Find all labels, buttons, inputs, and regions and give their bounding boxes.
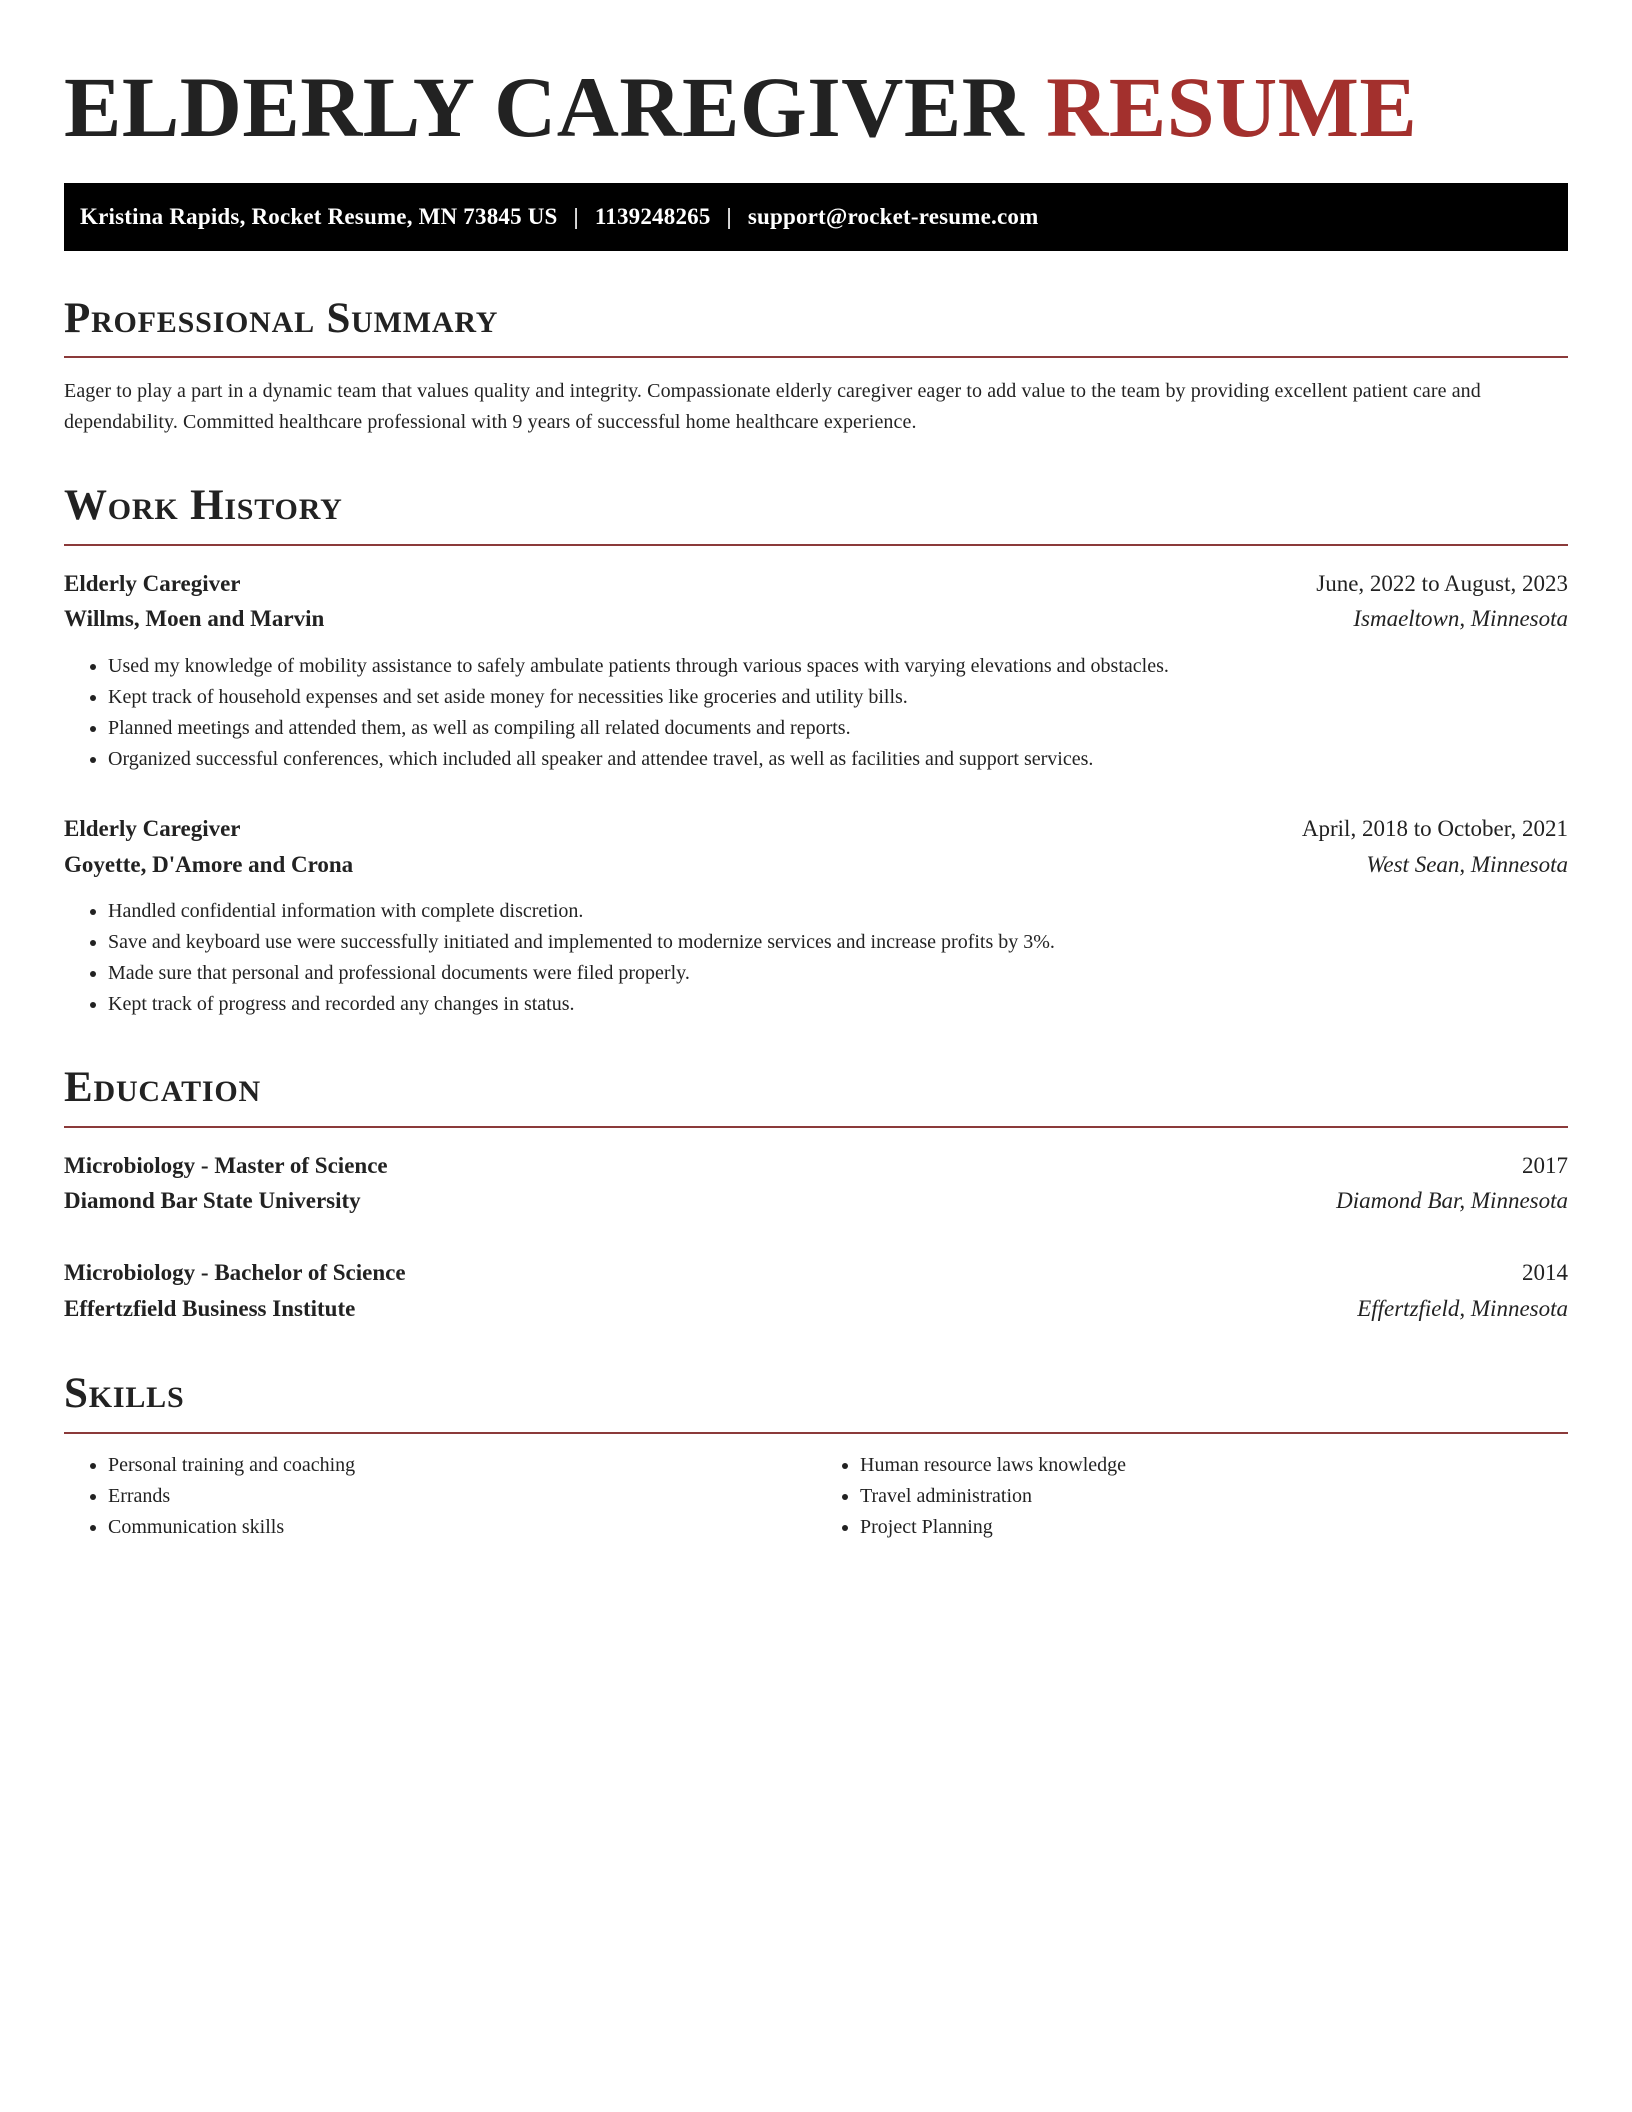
- skills-column-left: [64, 1450, 816, 1543]
- education-entry: [64, 1255, 1568, 1326]
- education-location: Diamond Bar, Minnesota: [1336, 1188, 1568, 1214]
- education-entry: [64, 1148, 1568, 1219]
- job-title-row: [64, 811, 1568, 847]
- job-bullets: [64, 651, 1568, 775]
- contact-phone: 1139248265: [594, 204, 711, 230]
- education-degree: Microbiology - Master of Science: [64, 1152, 388, 1178]
- education-degree: Microbiology - Bachelor of Science: [64, 1259, 406, 1285]
- resume-title: [64, 56, 1568, 159]
- skills-list: [64, 1450, 1568, 1543]
- summary-text: Eager to play a part in a dynamic team that values quality and integrity. Compassionate elderly caregiver eager to add value to the team by providing excellent patient care and dependability. Committed healthcare professional with 9 years of successful home healthcare experience.: [64, 380, 1481, 434]
- job-location: Ismaeltown, Minnesota: [1353, 606, 1568, 632]
- job-entry: [64, 811, 1568, 1020]
- skill-item: • Human resource laws knowledge: [860, 1450, 1568, 1481]
- job-title-row: [64, 566, 1568, 602]
- skill-item: • Personal training and coaching: [108, 1450, 816, 1481]
- job-dates: April, 2018 to October, 2021: [1301, 816, 1568, 842]
- title-accent: RESUME: [1046, 59, 1418, 155]
- job-bullet: • Planned meetings and attended them, as well as compiling all related documents and reports.: [108, 713, 1568, 744]
- education-school: Effertzfield Business Institute: [64, 1295, 356, 1321]
- contact-address: Kristina Rapids, Rocket Resume, MN 73845 US: [80, 204, 558, 230]
- job-bullet: • Kept track of household expenses and set aside money for necessities like groceries and utility bills.: [108, 682, 1568, 713]
- job-dates: June, 2022 to August, 2023: [1316, 570, 1568, 596]
- summary-heading: Professional Summary: [64, 295, 1568, 358]
- job-bullet: • Kept track of progress and recorded any changes in status.: [108, 989, 1568, 1020]
- job-title: Elderly Caregiver: [64, 816, 241, 842]
- skill-item: • Communication skills: [108, 1512, 816, 1543]
- job-company: Goyette, D'Amore and Crona: [64, 851, 354, 877]
- skills-heading: Skills: [64, 1370, 1568, 1433]
- education-location: Effertzfield, Minnesota: [1357, 1295, 1568, 1321]
- contact-bar: [64, 183, 1568, 251]
- skills-column-right: [816, 1450, 1568, 1543]
- job-title: Elderly Caregiver: [64, 570, 241, 596]
- job-entry: [64, 566, 1568, 775]
- contact-separator: |: [573, 204, 579, 230]
- education-year: 2014: [1522, 1259, 1568, 1285]
- skill-item: • Errands: [108, 1481, 816, 1512]
- job-bullet: • Made sure that personal and professional documents were filed properly.: [108, 958, 1568, 989]
- education-degree-row: [64, 1255, 1568, 1291]
- job-bullets: [64, 896, 1568, 1020]
- contact-email: support@rocket-resume.com: [747, 204, 1039, 230]
- job-location: West Sean, Minnesota: [1366, 851, 1568, 877]
- work-history-heading: Work History: [64, 482, 1568, 545]
- contact-separator: |: [726, 204, 732, 230]
- education-year: 2017: [1522, 1152, 1568, 1178]
- education-school-row: [64, 1183, 1568, 1219]
- job-bullet: • Handled confidential information with complete discretion.: [108, 896, 1568, 927]
- job-company-row: [64, 847, 1568, 883]
- education-school-row: [64, 1291, 1568, 1327]
- job-company-row: [64, 601, 1568, 637]
- job-bullet: • Organized successful conferences, which included all speaker and attendee travel, as well as facilities and support services.: [108, 744, 1568, 775]
- title-main: ELDERLY CAREGIVER: [64, 59, 1025, 155]
- skill-item: • Travel administration: [860, 1481, 1568, 1512]
- job-company: Willms, Moen and Marvin: [64, 606, 325, 632]
- job-bullet: • Save and keyboard use were successfully initiated and implemented to modernize services and increase profits by 3%.: [108, 927, 1568, 958]
- education-school: Diamond Bar State University: [64, 1188, 361, 1214]
- job-bullet: • Used my knowledge of mobility assistance to safely ambulate patients through various spaces with varying elevations and obstacles.: [108, 651, 1568, 682]
- skill-item: • Project Planning: [860, 1512, 1568, 1543]
- education-degree-row: [64, 1148, 1568, 1184]
- education-heading: Education: [64, 1064, 1568, 1127]
